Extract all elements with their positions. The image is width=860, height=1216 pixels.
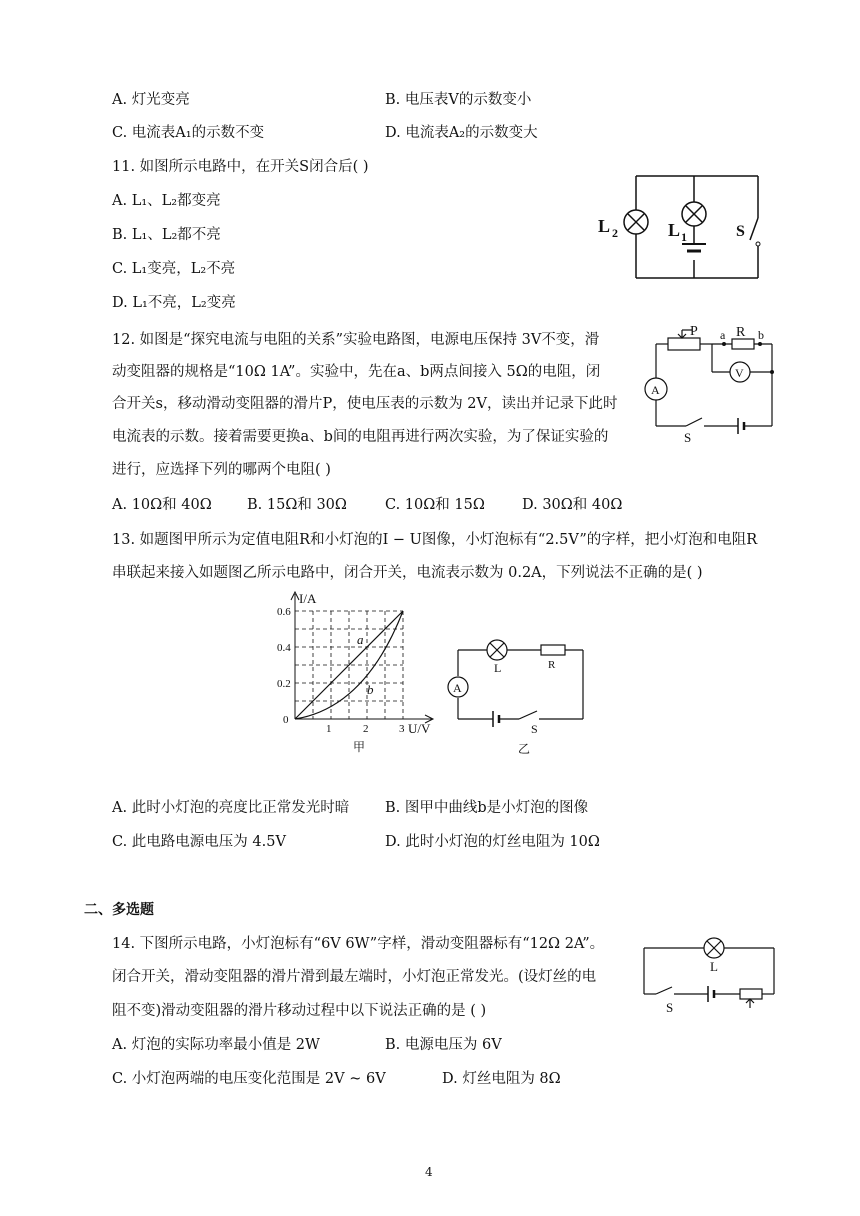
label-r: R	[736, 325, 746, 340]
label-b: b	[758, 328, 764, 342]
section-title: 二、多选题	[84, 902, 154, 918]
q12-line-1: 12. 如图是“探究电流与电阻的关系”实验电路图，电源电压保持 3V不变，滑	[112, 332, 600, 348]
label-s: S	[531, 722, 538, 736]
q12-line-5: 进行，应选择下列的哪两个电阻( )	[112, 462, 331, 478]
q13-option-b: B. 图甲中曲线b是小灯泡的图像	[385, 800, 589, 816]
q11-option-b: B. L₁、L₂都不亮	[112, 227, 221, 243]
q14-line-3: 阻不变)滑动变阻器的滑片移动过程中以下说法正确的是 ( )	[112, 1003, 487, 1019]
graph-caption: 甲	[353, 740, 366, 754]
ytick-0: 0	[283, 714, 289, 726]
xtick-1: 1	[326, 723, 332, 735]
label-ammeter: A	[453, 681, 462, 695]
label-ammeter: A	[651, 383, 660, 397]
q11-option-c: C. L₁变亮，L₂不亮	[112, 261, 236, 277]
q12-option-a: A. 10Ω和 40Ω	[112, 497, 212, 513]
ytick-0.6: 0.6	[277, 606, 291, 618]
q10-option-a: A. 灯光变亮	[112, 92, 190, 108]
q13-series-circuit	[445, 635, 590, 757]
q14-line-2: 闭合开关，滑动变阻器的滑片滑到最左端时，小灯泡正常发光。(设灯丝的电	[112, 969, 597, 985]
ytick-0.4: 0.4	[277, 642, 291, 654]
label-s: S	[684, 430, 692, 442]
q12-option-c: C. 10Ω和 15Ω	[385, 497, 485, 513]
q13-option-c: C. 此电路电源电压为 4.5V	[112, 834, 286, 850]
q13-line-2: 串联起来接入如题图乙所示电路中，闭合开关，电流表示数为 0.2A，下列说法不正确的是( )	[112, 565, 703, 581]
label-l2: L	[598, 216, 611, 236]
label-l2-sub: 2	[612, 226, 618, 240]
q14-option-a: A. 灯泡的实际功率最小值是 2W	[112, 1037, 320, 1053]
label-s: S	[666, 1000, 674, 1015]
q14-option-b: B. 电源电压为 6V	[385, 1037, 502, 1053]
q12-line-4: 电流表的示数。接着需要更换a、b间的电阻再进行两次实验，为了保证实验的	[112, 429, 609, 445]
q14-circuit-diagram	[640, 932, 780, 1017]
q12-circuit-diagram	[640, 322, 780, 442]
q10-option-b: B. 电压表V的示数变小	[385, 92, 532, 108]
q14-option-c: C. 小灯泡两端的电压变化范围是 2V ~ 6V	[112, 1071, 386, 1087]
label-l: L	[494, 661, 502, 675]
q10-option-c: C. 电流表A₁的示数不变	[112, 125, 265, 141]
ytick-0.2: 0.2	[277, 678, 291, 690]
xtick-2: 2	[363, 723, 369, 735]
q13-line-1: 13. 如题图甲所示为定值电阻R和小灯泡的I − U图像，小灯泡标有“2.5V”的字样，把小灯泡和电阻R	[112, 532, 758, 548]
q12-option-d: D. 30Ω和 40Ω	[522, 497, 623, 513]
q13-option-a: A. 此时小灯泡的亮度比正常发光时暗	[112, 800, 350, 816]
q11-stem: 11. 如图所示电路中，在开关S闭合后( )	[112, 159, 369, 175]
xtick-3: 3	[399, 723, 405, 735]
curve-a-label: a	[357, 632, 364, 647]
q10-option-d: D. 电流表A₂的示数变大	[385, 125, 538, 141]
q11-option-a: A. L₁、L₂都变亮	[112, 193, 221, 209]
q14-line-1: 14. 下图所示电路，小灯泡标有“6V 6W”字样，滑动变阻器标有“12Ω 2A”。	[112, 936, 605, 952]
label-l: L	[710, 959, 718, 974]
q11-circuit-diagram	[590, 170, 780, 285]
label-l1: L	[668, 220, 681, 240]
q11-option-d: D. L₁不亮，L₂变亮	[112, 295, 236, 311]
q12-option-b: B. 15Ω和 30Ω	[247, 497, 347, 513]
label-v: V	[735, 366, 744, 380]
q14-option-d: D. 灯丝电阻为 8Ω	[442, 1071, 561, 1087]
label-a: a	[720, 328, 726, 342]
graph-xlabel: U/V	[408, 721, 431, 736]
label-p: P	[690, 324, 698, 339]
q13-iu-graph	[275, 588, 440, 760]
curve-b-label: b	[367, 682, 374, 697]
graph-ylabel: I/A	[299, 591, 317, 606]
q12-line-3: 合开关s，移动滑动变阻器的滑片P，使电压表的示数为 2V，读出并记录下此时	[112, 396, 618, 412]
circuit-caption: 乙	[518, 742, 531, 756]
q12-line-2: 动变阻器的规格是“10Ω 1A”。实验中，先在a、b两点间接入 5Ω的电阻，闭	[112, 364, 601, 380]
q13-option-d: D. 此时小灯泡的灯丝电阻为 10Ω	[385, 834, 600, 850]
label-l1-sub: 1	[681, 230, 687, 244]
label-r: R	[548, 659, 556, 671]
label-s: S	[736, 223, 745, 240]
page-number: 4	[425, 1165, 433, 1179]
